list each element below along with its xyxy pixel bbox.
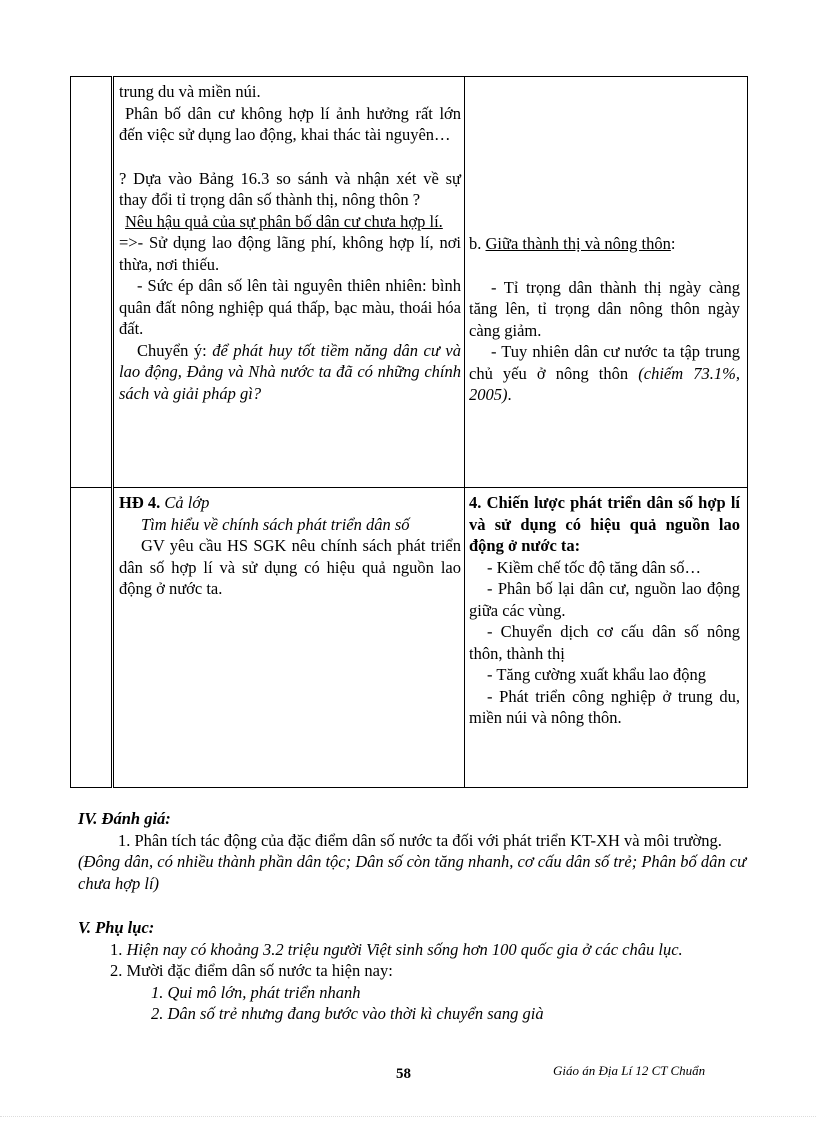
section-title: IV. Đánh giá: xyxy=(78,809,171,828)
content-cell xyxy=(465,488,748,788)
footer-note: Giáo án Địa Lí 12 CT Chuẩn xyxy=(553,1063,706,1078)
activity-cell xyxy=(113,77,465,488)
appendix-section xyxy=(78,917,758,1025)
row1-left-line xyxy=(119,340,461,405)
underlined-question: Nêu hậu quả của sự phân bố dân cư chưa hợp lí. xyxy=(125,211,443,231)
content-cell xyxy=(465,77,748,488)
section-title: V. Phụ lục: xyxy=(78,918,155,937)
section-heading: 4. Chiến lược phát triển dân số hợp lí và sử dụng có hiệu quả nguồn lao động ở nước ta: xyxy=(469,493,740,555)
appendix-subitem: 1. Qui mô lớn, phát triển nhanh xyxy=(151,982,361,1002)
page-divider xyxy=(0,1116,816,1117)
page-number: 58 xyxy=(396,1066,411,1082)
row1-left-line: - Sức ép dân số lên tài nguyên thiên nhiên: bình quân đất nông nghiệp quá thấp, bạc màu, thoái hóa đất. xyxy=(119,276,461,338)
strategy-item: - Chuyển dịch cơ cấu dân số nông thôn, thành thị xyxy=(469,622,740,663)
appendix-subitem: 2. Dân số trẻ nhưng đang bước vào thời kì chuyển sang già xyxy=(151,1004,544,1023)
evaluation-item: 1. Phân tích tác động của đặc điểm dân số nước ta đối với phát triển KT-XH và môi trường. (Đông dân, có nhiều thành phần dân tộc; Dân số còn tăng nhanh, cơ cấu dân số trẻ; Phân bố dân cư chưa hợp lí) xyxy=(78,830,747,893)
table-row xyxy=(71,488,748,788)
content-paragraph: - Tỉ trọng dân thành thị ngày càng tăng lên, tỉ trọng dân nông thôn ngày càng giảm. xyxy=(469,277,740,340)
activity-instruction: GV yêu cầu HS SGK nêu chính sách phát triển dân số hợp lí và sử dụng có hiệu quả nguồn lao động ở nước ta. xyxy=(119,536,461,598)
activity-task: Tìm hiểu về chính sách phát triển dân số xyxy=(141,514,410,534)
strategy-item: - Kiềm chế tốc độ tăng dân số… xyxy=(487,557,701,577)
appendix-item: 2. Mười đặc điểm dân số nước ta hiện nay: xyxy=(110,961,393,980)
content-paragraph: - Tuy nhiên dân cư nước ta tập trung chủ yếu ở nông thôn (chiếm 73.1%, 2005). xyxy=(469,342,740,404)
transition-text: để phát huy tốt tiềm năng dân cư và lao động, Đảng và Nhà nước ta đã có những chính sách và giải pháp gì? xyxy=(119,340,461,403)
appendix-item: 1. Hiện nay có khoảng 3.2 triệu người Việt sinh sống hơn 100 quốc gia ở các châu lục. xyxy=(110,939,683,959)
activity-heading: HĐ 4. Cả lớp xyxy=(119,493,210,512)
row1-left-line: Phân bố dân cư không hợp lí ảnh hưởng rất lớn đến việc sử dụng lao động, khai thác tài nguyên… xyxy=(119,103,461,144)
activity-cell xyxy=(113,488,465,788)
evaluation-section xyxy=(78,808,758,894)
strategy-item: - Tăng cường xuất khẩu lao động xyxy=(487,665,706,684)
row1-left-line: =>- Sử dụng lao động lãng phí, không hợp lí, nơi thừa, nơi thiếu. xyxy=(119,233,461,274)
transition-label: Chuyển ý: xyxy=(137,340,207,360)
row1-left-line: trung du và miền núi. xyxy=(119,82,261,101)
lesson-table xyxy=(70,76,742,787)
table-row xyxy=(71,77,748,488)
row1-left-line: ? Dựa vào Bảng 16.3 so sánh và nhận xét về sự thay đổi tỉ trọng dân số thành thị, nông thôn ? xyxy=(119,168,461,209)
strategy-item: - Phát triển công nghiệp ở trung du, miền núi và nông thôn. xyxy=(469,686,740,727)
index-cell xyxy=(71,77,113,488)
row1-left-line xyxy=(119,211,461,233)
strategy-item: - Phân bố lại dân cư, nguồn lao động giữa các vùng. xyxy=(469,579,740,620)
index-cell xyxy=(71,488,113,788)
subheading: b. Giữa thành thị và nông thôn: xyxy=(469,234,676,253)
